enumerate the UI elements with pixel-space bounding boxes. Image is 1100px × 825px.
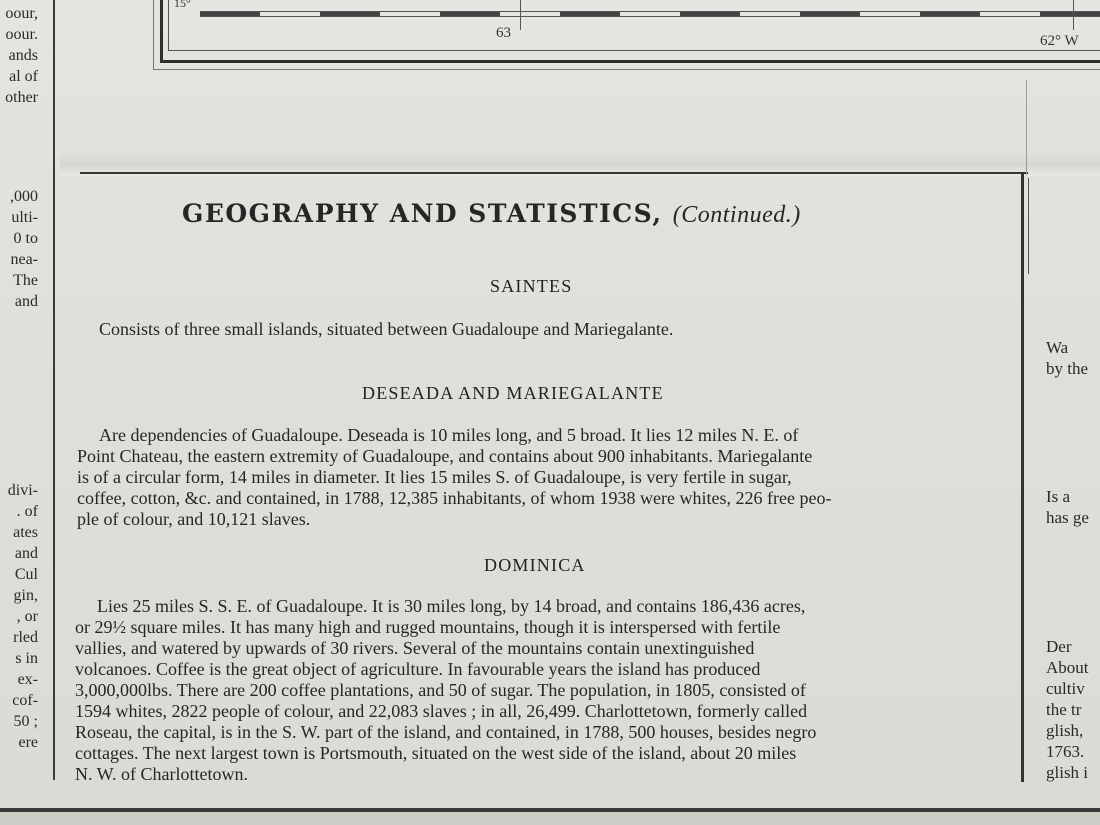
fragment-line: Is a	[1046, 487, 1071, 506]
section-text-saintes	[99, 319, 673, 340]
fragment-line: ,000	[10, 188, 38, 205]
fragment-line: other	[5, 89, 38, 106]
section-heading-saintes: SAINTES	[490, 276, 573, 296]
fragment-line: About	[1046, 658, 1089, 677]
section-text-dominica	[75, 596, 816, 785]
section-text-deseada	[77, 425, 831, 530]
text-line: Lies 25 miles S. S. E. of Guadaloupe. It is 30 miles long, by 14 broad, and contains 186,436 acres,	[97, 596, 806, 616]
fragment-line: rled	[13, 629, 38, 646]
text-line: cottages. The next largest town is Portsmouth, situated on the west side of the island, about 20 miles	[75, 743, 797, 763]
fragment-line: and	[14, 293, 38, 310]
page-title	[182, 199, 801, 229]
text-line: is of a circular form, 14 miles in diameter. It lies 15 miles S. of Guadaloupe, is very fertile in sugar,	[77, 467, 792, 487]
text-line: coffee, cotton, &c. and contained, in 1788, 12,385 inhabitants, of whom 1938 were whites, 226 free peo-	[77, 488, 832, 508]
text-line: 3,000,000lbs. There are 200 coffee plantations, and 50 of sugar. The population, in 1805, consisted of	[75, 680, 806, 700]
fragment-line: oour.	[5, 26, 38, 43]
left-column-bottom	[0, 480, 38, 753]
fragment-line: Cul	[14, 566, 38, 583]
fragment-line: 1763.	[1046, 742, 1085, 761]
left-column-middle	[0, 186, 38, 312]
fragment-line: nea-	[10, 251, 38, 268]
fragment-line: , or	[16, 608, 38, 625]
upper-column-rule	[1026, 80, 1027, 175]
panel-right-thin-rule	[1028, 178, 1029, 274]
map-meridian-63	[520, 0, 521, 30]
fragment-line: The	[13, 272, 38, 289]
fragment-line: Wa	[1046, 338, 1069, 357]
panel-top-rule	[80, 172, 1028, 174]
text-line: or 29½ square miles. It has many high and rugged mountains, though it is interspersed with fertile	[75, 617, 781, 637]
left-column-rule	[53, 0, 55, 780]
right-column-block-2	[1046, 486, 1089, 528]
panel-right-rule	[1021, 174, 1024, 782]
right-column-block-3	[1046, 636, 1089, 783]
fragment-line: Der	[1046, 637, 1072, 656]
fragment-line: 0 to	[13, 230, 38, 247]
text-line: N. W. of Charlottetown.	[75, 764, 248, 784]
text-line: ple of colour, and 10,121 slaves.	[77, 509, 311, 529]
map-longitude-label-62: 62° W	[1040, 33, 1079, 49]
text-line: volcanoes. Coffee is the great object of agriculture. In favourable years the island has produced	[75, 659, 761, 679]
text-line: Are dependencies of Guadaloupe. Deseada is 10 miles long, and 5 broad. It lies 12 miles N. E. of	[99, 425, 799, 445]
right-column-fragment	[1036, 0, 1100, 825]
section-heading-deseada: DESEADA AND MARIEGALANTE	[362, 383, 664, 403]
right-column-block-1	[1046, 337, 1088, 379]
left-column-fragment	[0, 0, 52, 825]
fragment-line: ands	[8, 47, 38, 64]
fragment-line: ulti-	[11, 209, 38, 226]
map-inner-border	[168, 0, 1100, 51]
fragment-line: by the	[1046, 359, 1089, 378]
map-longitude-label-63: 63	[496, 25, 511, 41]
fragment-line: and	[14, 545, 38, 562]
fragment-line: gin,	[13, 587, 38, 604]
fragment-line: oour,	[5, 5, 38, 22]
map-latitude-label: 15°	[174, 0, 191, 10]
fragment-line: divi-	[7, 482, 38, 499]
fragment-line: al of	[9, 68, 38, 85]
fragment-line: cultiv	[1046, 679, 1085, 698]
map-scale-bar	[200, 11, 1100, 17]
fragment-line: . of	[16, 503, 38, 520]
text-line: Roseau, the capital, is in the S. W. part of the island, and contained, in 1788, 500 houses, besides negro	[75, 722, 817, 742]
fragment-line: ere	[18, 734, 38, 751]
fragment-line: 50 ;	[13, 713, 38, 730]
fragment-line: has ge	[1046, 508, 1089, 527]
fragment-line: glish,	[1046, 721, 1084, 740]
fragment-line: ex-	[17, 671, 38, 688]
page-title-text: GEOGRAPHY AND STATISTICS,	[182, 199, 663, 228]
bottom-edge	[0, 812, 1100, 825]
section-heading-dominica: DOMINICA	[484, 555, 586, 575]
page-title-continued: (Continued.)	[672, 202, 801, 228]
text-line: Point Chateau, the eastern extremity of Guadaloupe, and contains about 900 inhabitants. Mariegalante	[77, 446, 813, 466]
left-column-top	[0, 3, 38, 108]
fragment-line: cof-	[12, 692, 38, 709]
text-line: 1594 whites, 2822 people of colour, and 22,083 slaves ; in all, 26,499. Charlottetown, formerly called	[75, 701, 808, 721]
fragment-line: ates	[13, 524, 38, 541]
text-line: vallies, and watered by upwards of 30 rivers. Several of the mountains contain unextinguished	[75, 638, 755, 658]
fragment-line: the tr	[1046, 700, 1082, 719]
fragment-line: glish i	[1046, 763, 1089, 782]
fragment-line: s in	[15, 650, 38, 667]
text-line: Consists of three small islands, situated between Guadaloupe and Mariegalante.	[99, 319, 674, 339]
